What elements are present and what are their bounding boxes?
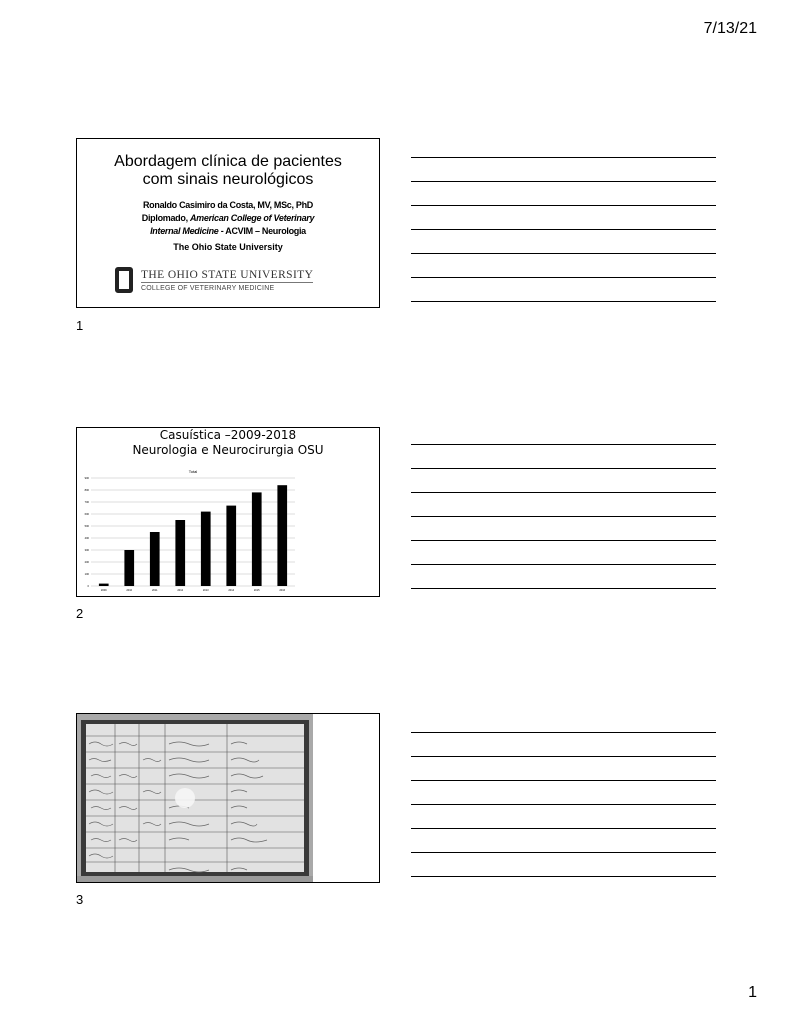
credential-line [77,212,379,225]
slide-title [77,428,379,458]
note-line [411,301,716,302]
bar-2013 [201,512,211,586]
note-line [411,852,716,853]
note-line [411,780,716,781]
note-line [411,804,716,805]
x-tick-label: 2010 [126,589,133,592]
note-line [411,588,716,589]
slide-2 [76,427,380,597]
notes-area-1 [411,157,716,325]
slide-1 [76,138,380,308]
y-tick-label: 100 [84,573,89,576]
bar-2009 [99,584,109,586]
y-tick-label: 700 [84,501,89,504]
y-tick-label: 900 [84,477,89,480]
whiteboard-photo [77,714,313,882]
slide-title-line2: com sinais neurológicos [142,171,314,188]
page-number: 1 [748,984,757,1001]
slide-3 [76,713,380,883]
x-tick-label: 2016 [279,589,286,592]
chart-title: Total [188,469,198,474]
note-line [411,876,716,877]
notes-area-2 [411,444,716,612]
page-date: 7/13/21 [703,20,757,37]
note-line [411,181,716,182]
slide-number: 3 [76,892,84,907]
osu-logo [115,267,313,293]
note-line [411,468,716,469]
note-line [411,277,716,278]
note-line [411,732,716,733]
notes-area-3 [411,732,716,900]
note-line [411,444,716,445]
x-tick-label: 2009 [100,589,107,592]
bar-2014 [226,506,236,586]
credential-line-2 [77,225,379,238]
casuistica-bar-chart [77,468,379,596]
logo-college: COLLEGE OF VETERINARY MEDICINE [141,284,275,292]
note-line [411,516,716,517]
slide-title-line2: Neurologia e Neurocirurgia OSU [132,443,324,457]
slide-title [77,153,379,189]
logo-name: THE OHIO STATE UNIVERSITY [141,268,314,281]
note-line [411,540,716,541]
x-tick-label: 2013 [202,589,209,592]
note-line [411,157,716,158]
slide-title-line1: Casuística –2009-2018 [159,428,297,442]
x-tick-label: 2012 [177,589,184,592]
credential-prefix: Diplomado, [141,213,190,223]
credential-rest: - ACVIM – Neurologia [218,226,306,236]
y-tick-label: 300 [84,549,89,552]
osu-block-o-icon [115,267,133,293]
x-tick-label: 2014 [228,589,235,592]
bar-2011 [150,532,160,586]
note-line [411,828,716,829]
slide-title-line1: Abordagem clínica de pacientes [114,153,342,170]
note-line [411,756,716,757]
note-line [411,564,716,565]
bar-2012 [175,520,185,586]
slide-number: 2 [76,606,84,621]
author-name: Ronaldo Casimiro da Costa, MV, MSc, PhD [142,200,313,210]
y-tick-label: 600 [84,513,89,516]
bar-2016 [277,485,287,586]
y-tick-label: 200 [84,561,89,564]
x-tick-label: 2015 [253,589,260,592]
y-tick-label: 500 [84,525,89,528]
note-line [411,492,716,493]
note-line [411,229,716,230]
credential-specialty: Internal Medicine [150,226,219,236]
y-tick-label: 0 [87,585,89,588]
slide-number: 1 [76,318,84,333]
bar-2010 [124,550,134,586]
note-line [411,253,716,254]
x-tick-label: 2011 [151,589,158,592]
bar-2015 [252,492,262,586]
credential-college: American College of Veterinary [189,213,315,223]
institution: The Ohio State University [173,242,283,252]
y-tick-label: 400 [84,537,89,540]
note-line [411,205,716,206]
y-tick-label: 800 [84,489,89,492]
